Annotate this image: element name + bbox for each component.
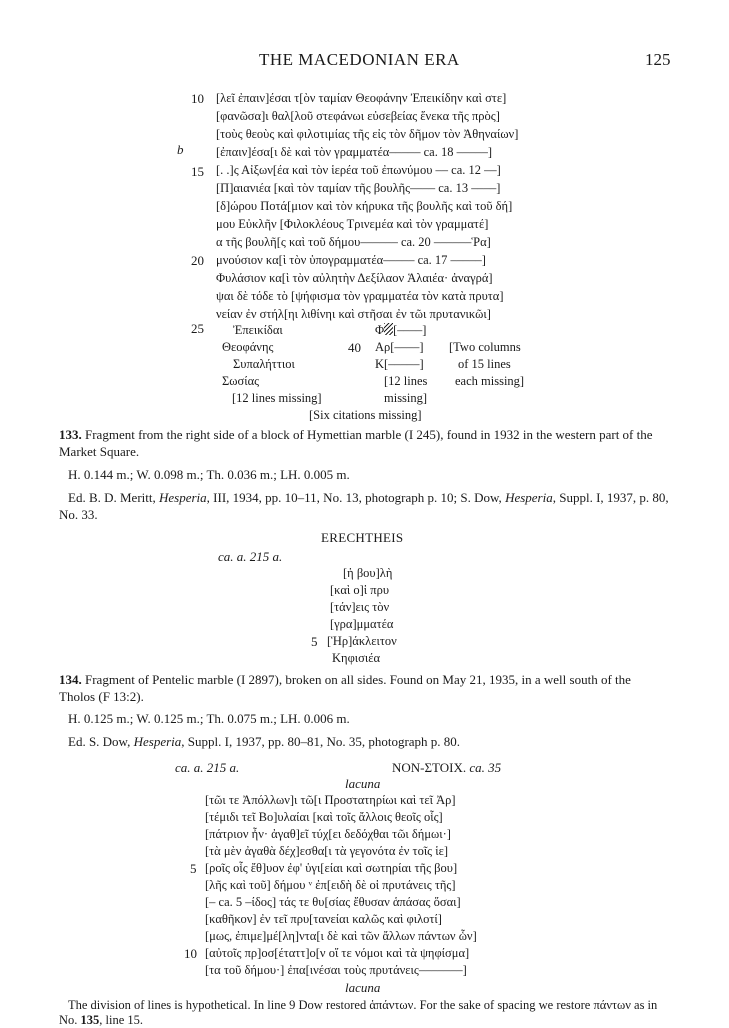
stoich-count: ca. 35 xyxy=(469,760,502,775)
list-left-item: Σωσίας xyxy=(222,374,260,388)
journal-title: Hesperia xyxy=(159,490,207,505)
commentary-greek: ἁπάντων xyxy=(369,998,414,1012)
journal-title: Hesperia xyxy=(133,734,182,749)
inscription-line: [Π]αιανιέα [καὶ τὸν ταμίαν τῆς βουλῆς–––– ca. 13 ––––] xyxy=(216,181,501,195)
lacuna-top: lacuna xyxy=(345,776,381,791)
inscription-line: [πάτριον ἦν· ἀγαθ]εῖ τύχ[ει δεδόχθαι τῶι δήμωι·] xyxy=(205,827,451,841)
citations-missing: [Six citations missing] xyxy=(309,408,422,422)
inscription-line: [λεῖ ἐπαιν]έσαι τ[ὸν ταμίαν Θεοφάνην Ἐπεικίδην καὶ στε] xyxy=(216,91,507,105)
inscription-line: [καθῆκον] ἐν τεῖ πρυ[τανείαι καλῶς καὶ φιλοτί] xyxy=(205,912,442,926)
edition-text: , Suppl. I, 1937, p. 80, No. 33. xyxy=(59,490,669,522)
stoich-label xyxy=(392,759,501,776)
page-number: 125 xyxy=(645,50,671,69)
edition-text: , Suppl. I, 1937, pp. 80–81, No. 35, photograph p. 80. xyxy=(181,734,461,749)
date-label: ca. a. 215 a. xyxy=(218,549,283,564)
list-right-item: of 15 lines xyxy=(458,357,511,371)
inscription-line: [ἐπαιν]έσα[ι δὲ καὶ τὸν γραμματέα––––– ca. 18 –––––] xyxy=(216,145,493,159)
running-title: THE MACEDONIAN ERA xyxy=(259,50,460,69)
entry-number: 133. xyxy=(59,427,82,442)
list-mid-letter: Φ xyxy=(375,323,385,337)
inscription-line: [τοὺς θεοὺς καὶ φιλοτιμίας τῆς εἰς τὸν δῆμον τὸν Ἀθηναίων] xyxy=(216,127,519,141)
hatched-damage-mark xyxy=(384,323,393,335)
description-text: Fragment from the right side of a block of Hymettian marble (I 245), found in 1932 in the western part of the Market Square. xyxy=(59,427,653,459)
entry-134-editions xyxy=(59,733,670,750)
inscription-line: μνούσιον κα[ὶ τὸν ὑπογραμματέα––––– ca. 17 –––––] xyxy=(216,253,486,267)
inscription-line: [τέμιδι τεῖ Βο]υλαίαι [καὶ τοῖς ἄλλοις θεοῖς οἷς] xyxy=(205,810,443,824)
entry-number: 134. xyxy=(59,672,82,687)
stoich-text: ΝΟΝ-ΣΤΟΙΧ. xyxy=(392,760,467,775)
entry-133-description xyxy=(59,426,670,460)
list-right-item: each missing] xyxy=(455,374,525,388)
list-mid-bracket: [––––] xyxy=(393,323,427,337)
description-text: Fragment of Pentelic marble (I 2897), broken on all sides. Found on May 21, 1935, in a well south of the Tholos (F 13:2). xyxy=(59,672,631,704)
line-number-10: 10 xyxy=(184,946,197,961)
line-number-40: 40 xyxy=(348,340,361,355)
inscription-line: μου Εὐκλῆν [Φιλοκλέους Τρινεμέα καὶ τὸν γραμματέ] xyxy=(216,217,489,231)
entry-133-dimensions xyxy=(59,466,670,483)
line-number-20: 20 xyxy=(191,253,204,268)
entry-134-dimensions xyxy=(59,710,670,727)
inscription-line: [αὐτοῖς πρ]οσ[έταττ]ο[ν οἵ τε νόμοι καὶ τὰ ψηφίσμα] xyxy=(205,946,470,960)
list-mid-item: Κ[–––––] xyxy=(375,357,424,371)
dimensions-text: H. 0.144 m.; W. 0.098 m.; Th. 0.036 m.; LH. 0.005 m. xyxy=(68,467,350,482)
entry-134-description xyxy=(59,671,670,705)
tribe-heading: ERECHTHEIS xyxy=(321,530,404,545)
edition-text: , III, 1934, pp. 10–11, No. 13, photograph p. 10; S. Dow, xyxy=(206,490,502,505)
running-header xyxy=(0,50,729,72)
line-number-5: 5 xyxy=(190,861,197,876)
inscription-line: [δ]ώρου Ποτά[μιον καὶ τὸν κήρυκα τῆς βουλῆς καὶ τοῦ δή] xyxy=(216,199,513,213)
inscription-line: ψαι δὲ τόδε τὸ [ψήφισμα τὸν γραμματέα τὸν κατὰ πρυτα] xyxy=(216,289,504,303)
list-left-item: Συπαλήττιοι xyxy=(233,357,295,371)
line-number-10: 10 xyxy=(191,91,204,106)
inscription-line: νείαν ἐν στήλ[ηι λιθίνηι καὶ στῆσαι ἐν τῶι πρυτανικῶι] xyxy=(216,307,491,321)
lacuna-bottom: lacuna xyxy=(345,980,381,995)
list-left-item: [12 lines missing] xyxy=(232,391,322,405)
line-number-25: 25 xyxy=(191,321,204,336)
inscription-line: [ἡ βου]λὴ xyxy=(343,566,393,580)
line-number-15: 15 xyxy=(191,164,204,179)
date-label: ca. a. 215 a. xyxy=(175,760,240,775)
list-mid-item: Αρ[––––] xyxy=(375,340,424,354)
list-left-item: Θεοφάνης xyxy=(222,340,274,354)
inscription-line: [γρα]μματέα xyxy=(330,617,394,631)
face-marker-b: b xyxy=(177,142,184,157)
inscription-line: Φυλάσιον κα[ὶ τὸν αὐλητὴν Δεξίλαον Ἁλαιέα· ἀναγρά] xyxy=(216,271,493,285)
inscription-line: [Ἡρ]άκλειτον xyxy=(327,634,397,648)
commentary-greek: πάντων xyxy=(593,998,631,1012)
inscription-line: [τῶι τε Ἀπόλλων]ι τῶ[ι Προστατηρίωι καὶ τεῖ Ἀρ] xyxy=(205,793,456,807)
inscription-line: [καὶ ο]ἱ πρυ xyxy=(330,583,390,597)
commentary-text: , line 15. xyxy=(99,1013,144,1027)
inscription-line: [τα τοῦ δήμου·] ἐπα[ινέσαι τοὺς πρυτάνεις–––––––] xyxy=(205,963,467,977)
inscription-line: [τάν]εις τὸν xyxy=(330,600,390,614)
commentary-text: The division of lines is hypothetical. In line 9 Dow restored xyxy=(68,998,367,1012)
entry-133-editions xyxy=(59,489,670,523)
cross-reference: 135 xyxy=(80,1013,100,1027)
journal-title: Hesperia xyxy=(505,490,553,505)
list-mid-item: missing] xyxy=(384,391,428,405)
inscription-line: [μως, ἐπιμε]μέ[λη]ντα[ι δὲ καὶ τῶν ἄλλων πάντων ὧν] xyxy=(205,929,477,943)
list-mid-item: [12 lines xyxy=(384,374,428,388)
list-right-item: [Two columns xyxy=(449,340,521,354)
list-left-item: Ἐπεικίδαι xyxy=(233,323,283,337)
inscription-line: [φανῶσα]ι θαλ[λοῦ στεφάνωι εὐσεβείας ἕνεκα τῆς πρὸς] xyxy=(216,109,500,123)
edition-text: Ed. B. D. Meritt, xyxy=(68,490,156,505)
inscription-line: [. .]ς Αἰξων[έα καὶ τὸν ἱερέα τοῦ ἐπωνύμου –– ca. 12 ––] xyxy=(216,163,501,177)
list-mid-item xyxy=(375,322,426,339)
inscription-line: [– ca. 5 –ίδος] τάς τε θυ[σίας ἔθυσαν ἁπάσας ὅσαι] xyxy=(205,895,461,909)
inscription-line: α τῆς βουλῆ[ς καὶ τοῦ δήμου–––––– ca. 20 ––––––Ῥα] xyxy=(216,235,491,249)
dimensions-text: H. 0.125 m.; W. 0.125 m.; Th. 0.075 m.; LH. 0.006 m. xyxy=(68,711,350,726)
inscription-line: [τὰ μὲν ἀγαθὰ δέχ]εσθα[ι τὰ γεγονότα ἐν τοῖς ἱε] xyxy=(205,844,449,858)
inscription-line: [ροῖς οἷς ἔθ]υον ἐφ' ὑγι[είαι καὶ σωτηρίαι τῆς βου] xyxy=(205,861,458,875)
commentary-text: . For the sake of spacing we restore xyxy=(413,998,591,1012)
line-number-5: 5 xyxy=(311,634,318,649)
edition-text: Ed. S. Dow, xyxy=(68,734,131,749)
inscription-line: Κηφισιέα xyxy=(332,651,381,665)
commentary-text: as in No. xyxy=(59,998,658,1027)
inscription-line: [λῆς καὶ τοῦ] δήμου ᵛ ἐπ[ειδὴ δὲ οἱ πρυτάνεις τῆς] xyxy=(205,878,456,892)
